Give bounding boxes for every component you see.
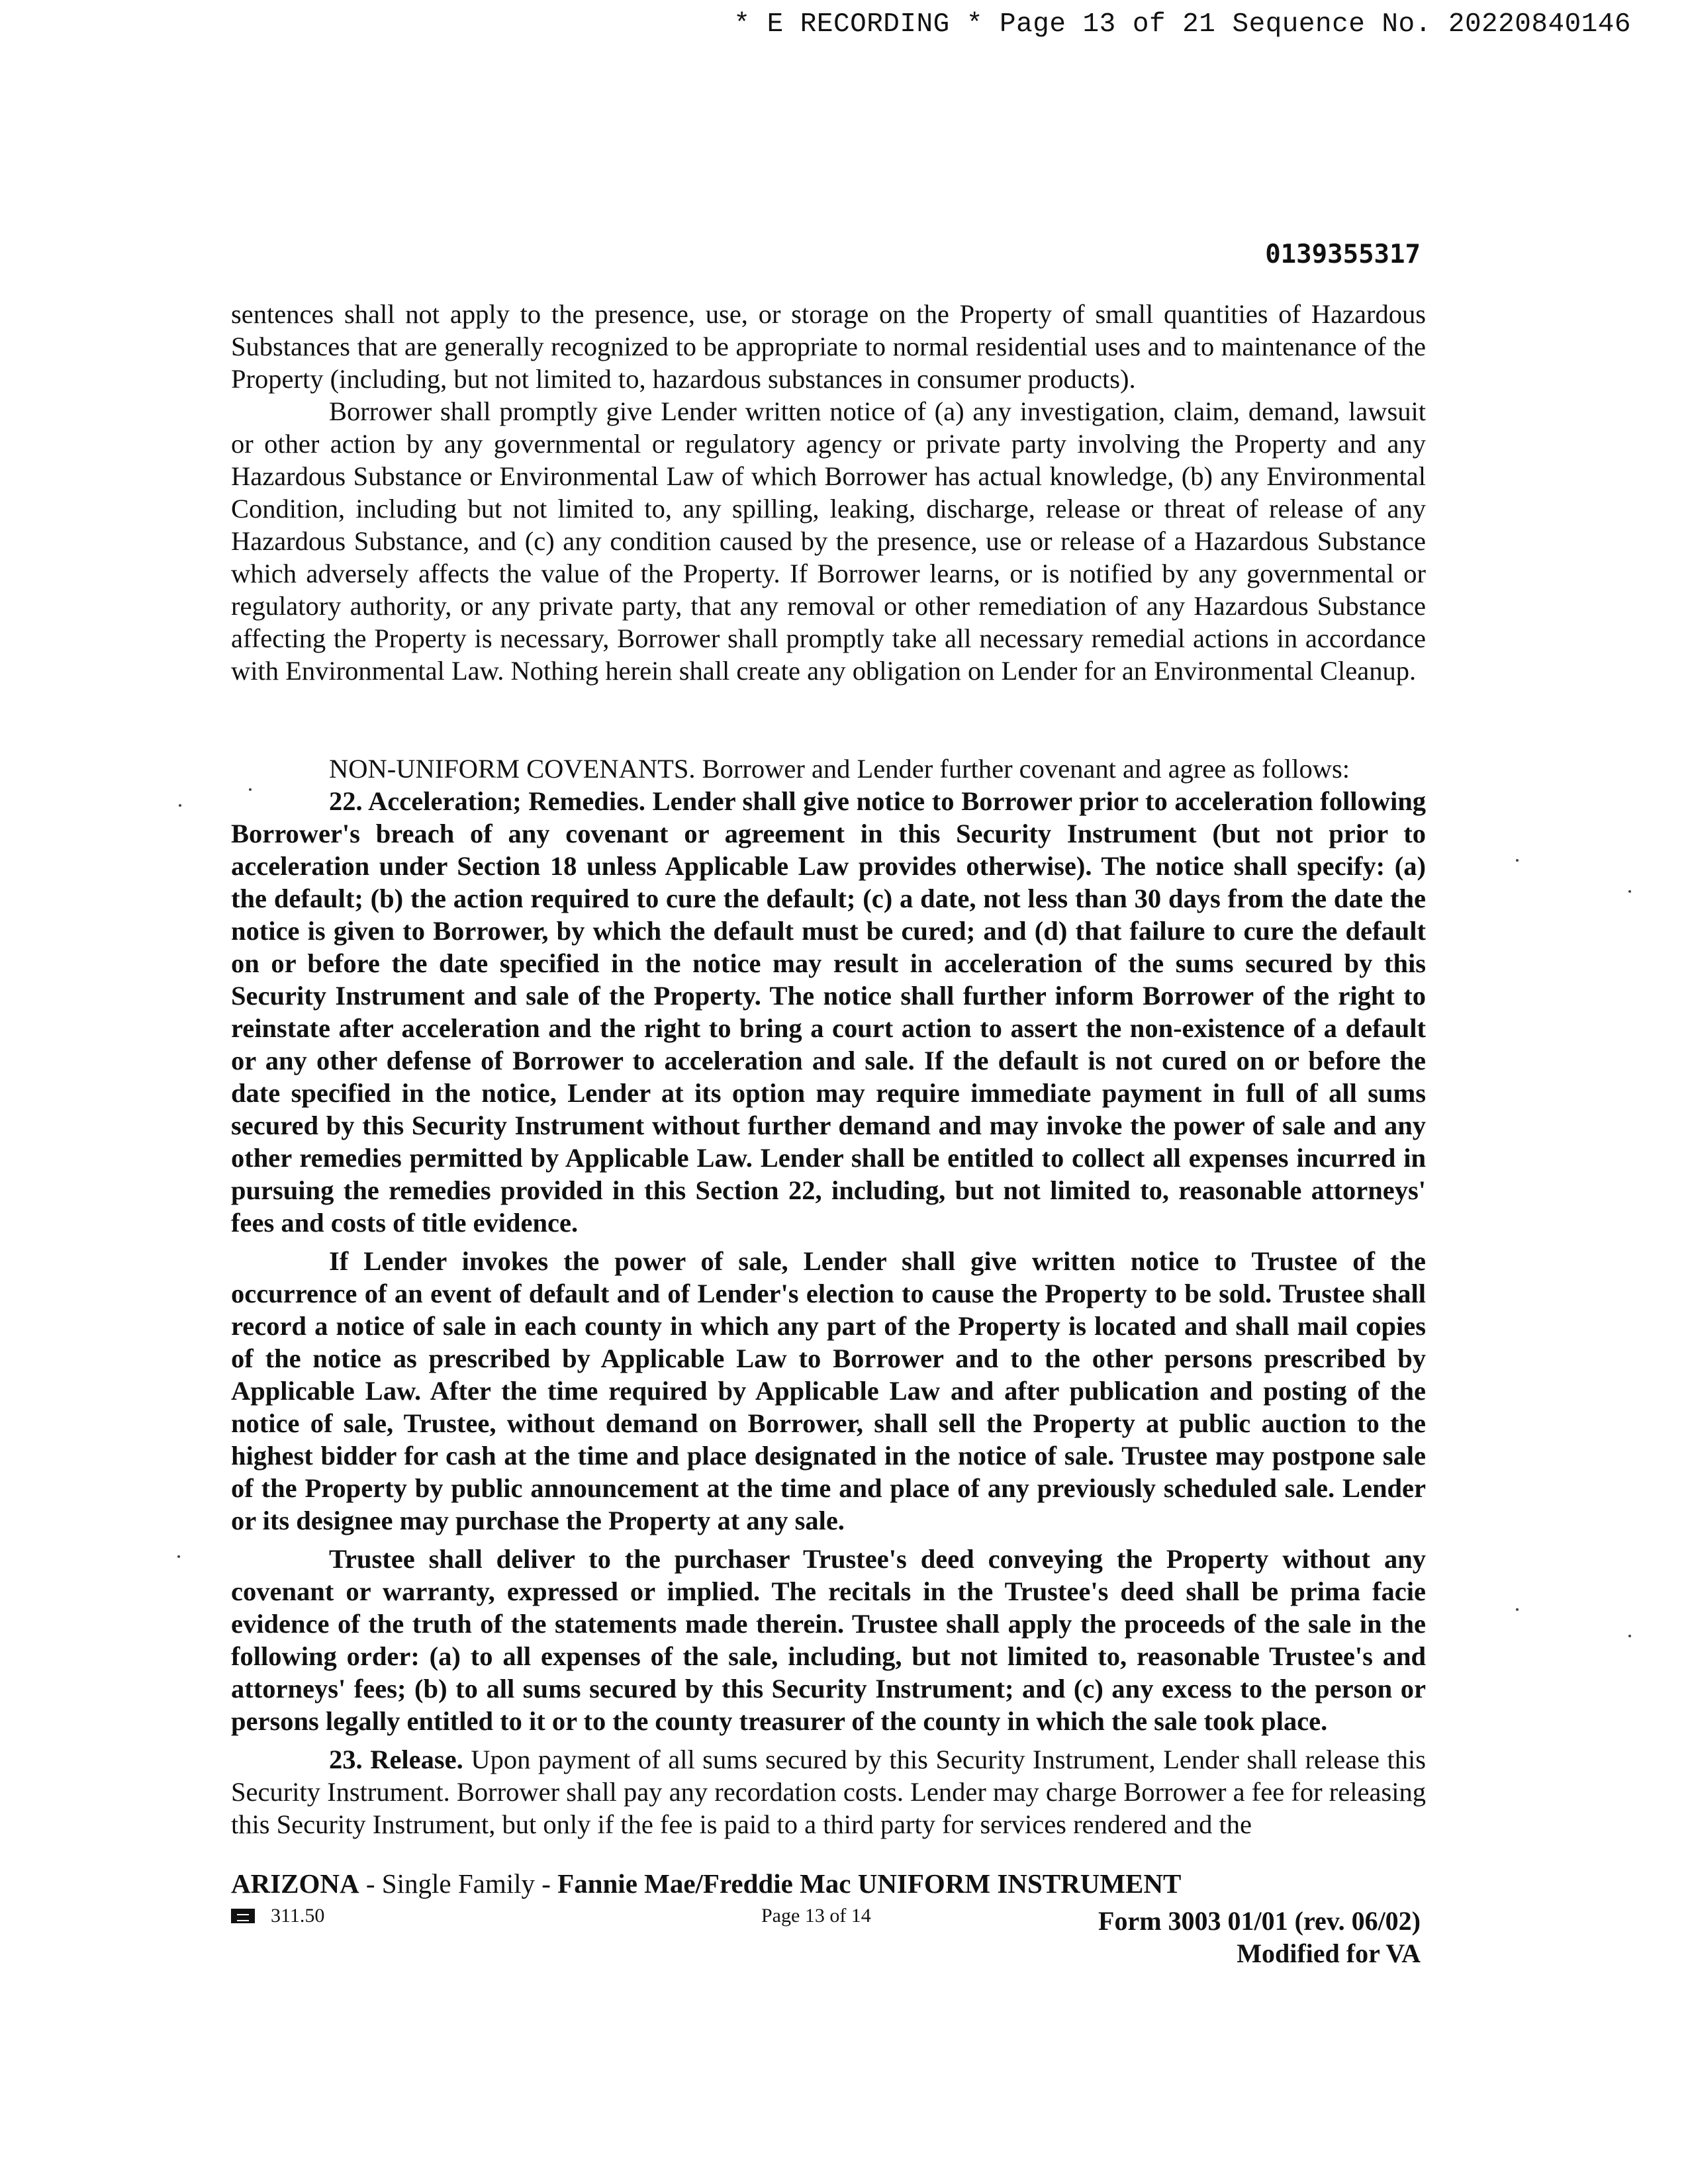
footer-instrument-title [231,1868,1181,1899]
scan-speck [1628,890,1631,893]
paragraph-release [231,1743,1426,1841]
scan-speck [1516,859,1519,862]
footer-form-number: Form 3003 01/01 (rev. 06/02) [1098,1906,1421,1936]
scan-speck [179,804,181,807]
paragraph-borrower-notice: Borrower shall promptly give Lender written notice of (a) any investigation, claim, demand, lawsuit or other action by any governmental or regulatory agency or private party involving the Property and any Hazardous Substance or Environmental Law of which Borrower has actual knowledge, (b) any Environmental Condition, including but not limited to, any spilling, leaking, discharge, release or threat of release of any Hazardous Substance, and (c) any condition caused by the presence, use or release of a Hazardous Substance which adversely affects the value of the Property. If Borrower learns, or is notified by any governmental or regulatory authority, or any private party, that any removal or other remediation of any Hazardous Substance affecting the Property is necessary, Borrower shall promptly take all necessary remedial actions in accordance with Environmental Law. Nothing herein shall create any obligation on Lender for an Environmental Cleanup. [231,396,1426,686]
footer-form-code [231,1905,324,1927]
footer-separator: - Single Family - [359,1868,558,1899]
footer-modified: Modified for VA [1237,1938,1421,1968]
form-logo-icon [231,1909,255,1923]
paragraph-trustee-deed: Trustee shall deliver to the purchaser Trustee's deed conveying the Property without any covenant or warranty, expressed or implied. The recitals in the Trustee's deed shall be prima facie evidence of the truth of the statements made therein. Trustee shall apply the proceeds of the sale in the following order: (a) to all expenses of the sale, including, but not limited to, reasonable Trustee's and attorneys' fees; (b) to all sums secured by this Security Instrument; and (c) any excess to the person or persons legally entitled to it or to the county treasurer of the county in which the sale took place. [231,1544,1426,1736]
footer-page-number: Page 13 of 14 [761,1905,871,1927]
scan-speck [177,1555,180,1558]
form-code-text: 311.50 [271,1905,325,1927]
loan-number: 0139355317 [1265,240,1421,269]
scan-speck [1628,1635,1631,1637]
scan-speck [1516,1608,1519,1611]
footer-title: Fannie Mae/Freddie Mac UNIFORM INSTRUMENT [557,1868,1182,1899]
release-heading: 23. Release. [329,1745,463,1774]
release-text: Upon payment of all sums secured by this Security Instrument, Lender shall release this Security Instrument. Borrower shall pay any recordation costs. Lender may charge Borrower a fee for releasing this Security Instrument, but only if the fee is paid to a third party for services rendered and the [231,1745,1426,1839]
recording-header: * E RECORDING * Page 13 of 21 Sequence No. 20220840146 [733,9,1631,40]
paragraph-hazardous-substances-continued: sentences shall not apply to the presence, use, or storage on the Property of small quantities of Hazardous Substances that are generally recognized to be appropriate to normal residential uses and to maintenance of the Property (including, but not limited to, hazardous substances in consumer products). [231,299,1426,394]
paragraph-power-of-sale: If Lender invokes the power of sale, Lender shall give written notice to Trustee of the occurrence of an event of default and of Lender's election to cause the Property to be sold. Trustee shall record a notice of sale in each county in which any part of the Property is located and shall mail copies of the notice as prescribed by Applicable Law to Borrower and to the other persons prescribed by Applicable Law. After the time required by Applicable Law and after publication and posting of the notice of sale, Trustee, without demand on Borrower, shall sell the Property at public auction to the highest bidder for cash at the time and place designated in the notice of sale. Trustee may postpone sale of the Property by public announcement at the time and place of any previously scheduled sale. Lender or its designee may purchase the Property at any sale. [231,1246,1426,1535]
paragraph-non-uniform-covenants: NON-UNIFORM COVENANTS. Borrower and Lender further covenant and agree as follows: [329,754,1350,784]
document-body [231,298,1426,1841]
footer-state: ARIZONA [231,1868,359,1899]
footer-form-number-block [1098,1905,1421,1970]
scan-speck [249,788,252,791]
paragraph-acceleration-remedies: 22. Acceleration; Remedies. Lender shall give notice to Borrower prior to acceleration following Borrower's breach of any covenant or agreement in this Security Instrument (but not prior to acceleration under Section 18 unless Applicable Law provides otherwise). The notice shall specify: (a) the default; (b) the action required to cure the default; (c) a date, not less than 30 days from the date the notice is given to Borrower, by which the default must be cured; and (d) that failure to cure the default on or before the date specified in the notice may result in acceleration of the sums secured by this Security Instrument and sale of the Property. The notice shall further inform Borrower of the right to reinstate after acceleration and the right to bring a court action to assert the non-existence of a default or any other defense of Borrower to acceleration and sale. If the default is not cured on or before the date specified in the notice, Lender at its option may require immediate payment in full of all sums secured by this Security Instrument without further demand and may invoke the power of sale and any other remedies permitted by Applicable Law. Lender shall be entitled to collect all expenses incurred in pursuing the remedies provided in this Section 22, including, but not limited to, reasonable attorneys' fees and costs of title evidence. [231,786,1426,1238]
